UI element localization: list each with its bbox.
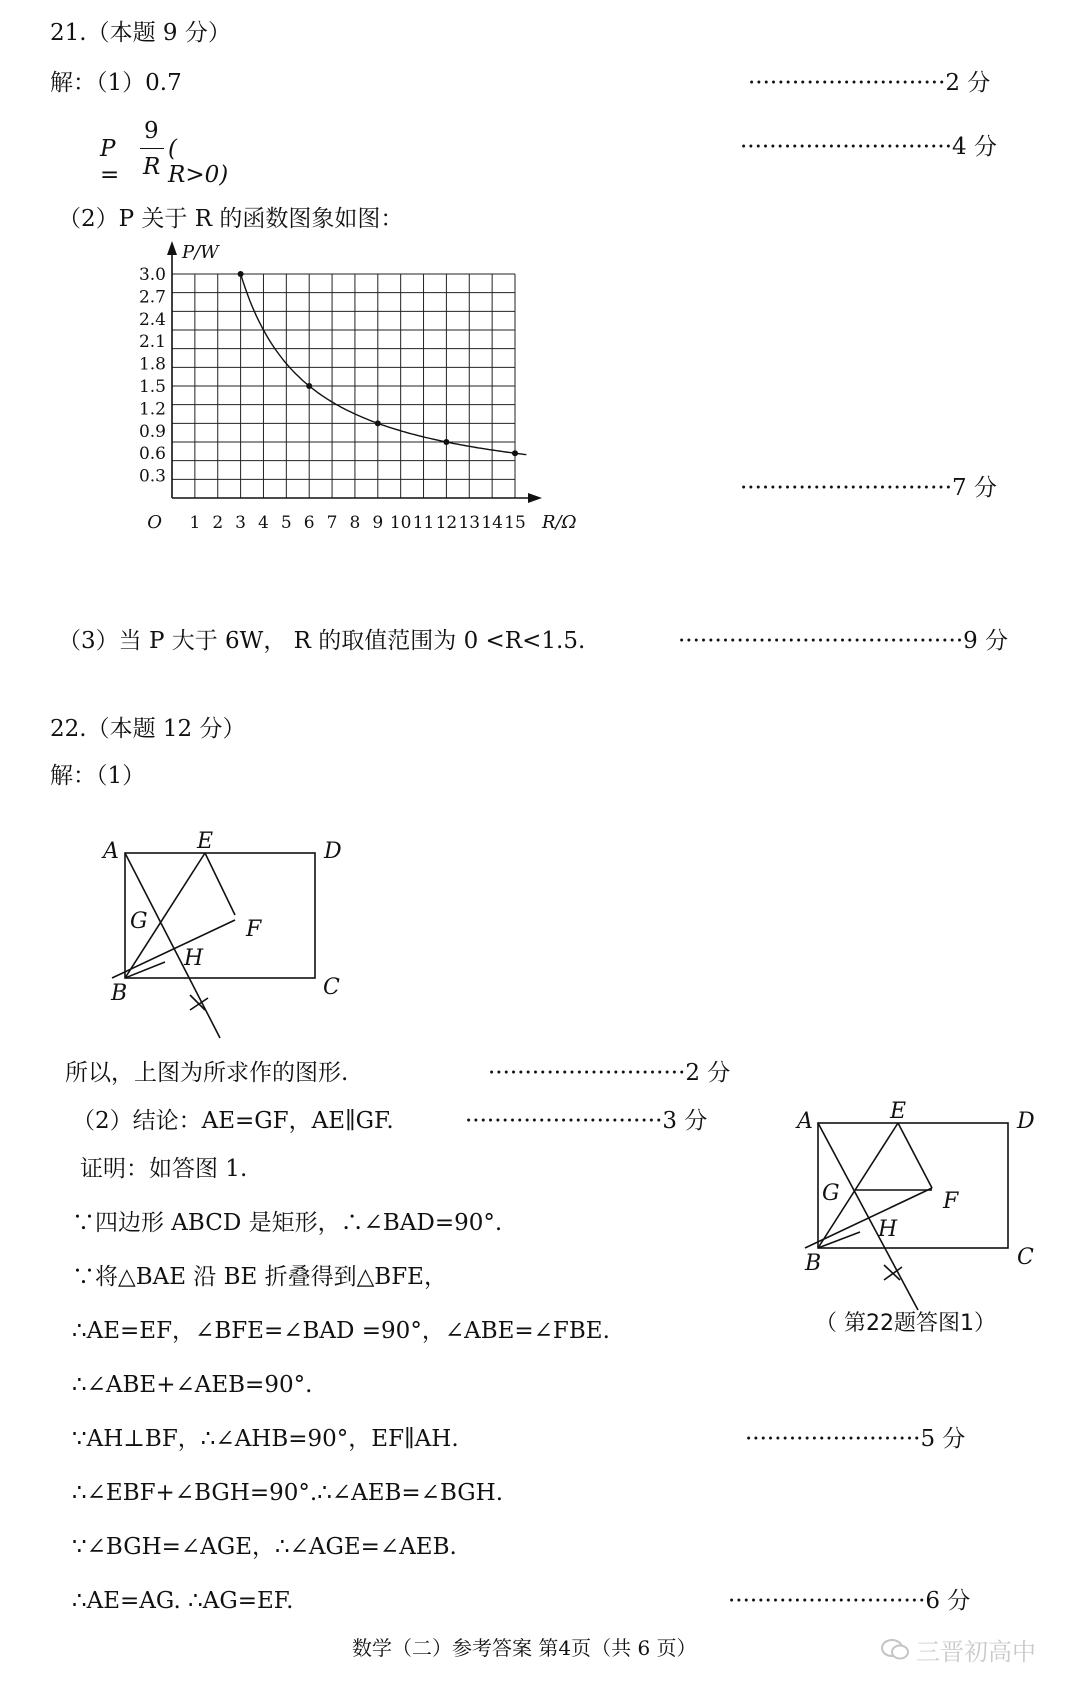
x-tick-label: 8 <box>349 513 361 533</box>
x-tick-label: 10 <box>389 513 412 533</box>
segment-ef-2 <box>898 1123 932 1188</box>
proof-line-6: ∴∠EBF+∠BGH=90°.∴∠AEB=∠BGH. <box>72 1480 504 1506</box>
q21-part2: （2）P 关于 R 的函数图象如图： <box>58 206 404 232</box>
data-point <box>512 450 518 456</box>
x-tick-label: 1 <box>189 513 201 533</box>
y-axis-label: P/W <box>182 242 219 263</box>
formula-numerator: 9 <box>144 118 159 144</box>
q21-heading: 21.（本题 9 分） <box>50 20 231 46</box>
x-tick-label: 13 <box>458 513 481 533</box>
q21-chart <box>0 0 1080 600</box>
y-tick-label: 3.0 <box>138 265 166 285</box>
q22-figure-1 <box>100 820 360 1050</box>
label-g-2: G <box>822 1181 840 1206</box>
label-c: C <box>323 975 340 1000</box>
figure-2-caption: （ 第22题答图1） <box>815 1311 996 1336</box>
y-tick-label: 2.4 <box>138 309 166 330</box>
q22-score-3: ························5 分 <box>745 1426 966 1452</box>
y-tick-label: 2.7 <box>138 287 166 308</box>
y-tick-label: 1.2 <box>138 399 166 420</box>
x-axis-label: R/Ω <box>542 512 577 533</box>
q22-so-line: 所以，上图为所求作的图形. <box>65 1060 349 1086</box>
q22-score-1: ···························2 分 <box>488 1060 731 1086</box>
proof-line-8: ∴AE=AG. ∴AG=EF. <box>72 1588 294 1614</box>
q22-heading: 22.（本题 12 分） <box>50 716 246 742</box>
q22-part1: 解：（1） <box>50 763 146 789</box>
q21-score-4: ·······································9 分 <box>678 628 1009 654</box>
data-point <box>443 439 449 445</box>
y-tick-label: 1.8 <box>138 354 166 375</box>
y-axis-arrow <box>167 241 177 255</box>
data-point <box>375 420 381 426</box>
y-tick-label: 1.5 <box>138 377 166 397</box>
y-tick-label: 2.1 <box>138 332 166 353</box>
label-a-2: A <box>797 1109 813 1134</box>
x-axis-arrow <box>528 493 542 503</box>
proof-line-1: ∵四边形 ABCD 是矩形，∴∠BAD=90°. <box>72 1210 503 1236</box>
page-footer: 数学（二）参考答案 第4页（共 6 页） <box>352 1636 697 1660</box>
label-c-2: C <box>1017 1245 1034 1270</box>
x-tick-label: 5 <box>280 513 292 533</box>
wechat-icon <box>880 1638 910 1662</box>
q22-figure-2 <box>790 1095 1050 1325</box>
data-point <box>306 383 312 389</box>
x-tick-label: 12 <box>435 513 458 533</box>
x-tick-label: 11 <box>412 513 435 533</box>
q21-score-1: ···························2 分 <box>748 70 991 96</box>
data-point <box>238 271 244 277</box>
origin-label: O <box>147 512 162 533</box>
label-h: H <box>184 946 204 971</box>
proof-line-2: ∵将△BAE 沿 BE 折叠得到△BFE， <box>72 1264 447 1290</box>
y-tick-label: 0.9 <box>138 421 166 442</box>
segment-ae-fold-2 <box>818 1123 918 1310</box>
y-tick-label: 0.3 <box>138 466 166 487</box>
label-b-2: B <box>805 1251 822 1276</box>
segment-ae-fold <box>125 853 220 1038</box>
formula-lhs: P = <box>100 136 120 188</box>
q21-score-3: ·····························7 分 <box>740 475 997 501</box>
series-line-p-vs-r <box>241 274 527 455</box>
q22-score-2: ···························3 分 <box>465 1108 708 1134</box>
label-e-2: E <box>890 1099 907 1124</box>
segment-ef <box>205 853 235 915</box>
proof-line-3: ∴AE=EF，∠BFE=∠BAD =90°，∠ABE=∠FBE. <box>72 1318 610 1344</box>
watermark <box>880 1632 1036 1667</box>
x-tick-label: 7 <box>326 513 338 533</box>
q22-score-4: ···························6 分 <box>728 1588 971 1614</box>
proof-line-4: ∴∠ABE+∠AEB=90°. <box>72 1372 313 1398</box>
q22-conclusion: （2）结论：AE=GF，AE∥GF. <box>72 1108 394 1134</box>
formula-denominator: R <box>143 154 161 180</box>
x-tick-label: 6 <box>303 513 315 533</box>
label-g: G <box>130 909 148 934</box>
label-d: D <box>324 839 342 864</box>
q21-part1-answer: 0.7 <box>145 70 182 96</box>
watermark-text: 三晋初高中 <box>916 1638 1036 1666</box>
label-f-2: F <box>943 1189 959 1214</box>
x-tick-label: 15 <box>504 513 526 533</box>
y-tick-label: 0.6 <box>138 444 166 465</box>
x-tick-label: 9 <box>372 513 384 533</box>
label-d-2: D <box>1017 1109 1035 1134</box>
label-h-2: H <box>878 1217 898 1242</box>
q21-part1-prefix: 解：（1） <box>50 70 146 96</box>
proof-line-7: ∵∠BGH=∠AGE，∴∠AGE=∠AEB. <box>72 1534 457 1560</box>
x-tick-label: 3 <box>235 513 247 533</box>
x-tick-label: 4 <box>258 513 269 533</box>
proof-line-5: ∵AH⊥BF，∴∠AHB=90°，EF∥AH. <box>72 1426 459 1452</box>
q22-proof-intro: 证明：如答图 1. <box>80 1156 248 1182</box>
label-a: A <box>103 839 119 864</box>
q21-score-2: ·····························4 分 <box>740 134 997 160</box>
label-b: B <box>111 981 128 1006</box>
arc-mark-b-2 <box>818 1232 860 1248</box>
x-tick-label: 2 <box>212 513 224 533</box>
label-e: E <box>197 829 214 854</box>
label-f: F <box>246 917 262 942</box>
x-tick-label: 14 <box>481 513 503 533</box>
formula-condition: ( R>0) <box>168 136 229 188</box>
q21-part3: （3）当 P 大于 6W， R 的取值范围为 0 <R<1.5. <box>58 628 586 654</box>
